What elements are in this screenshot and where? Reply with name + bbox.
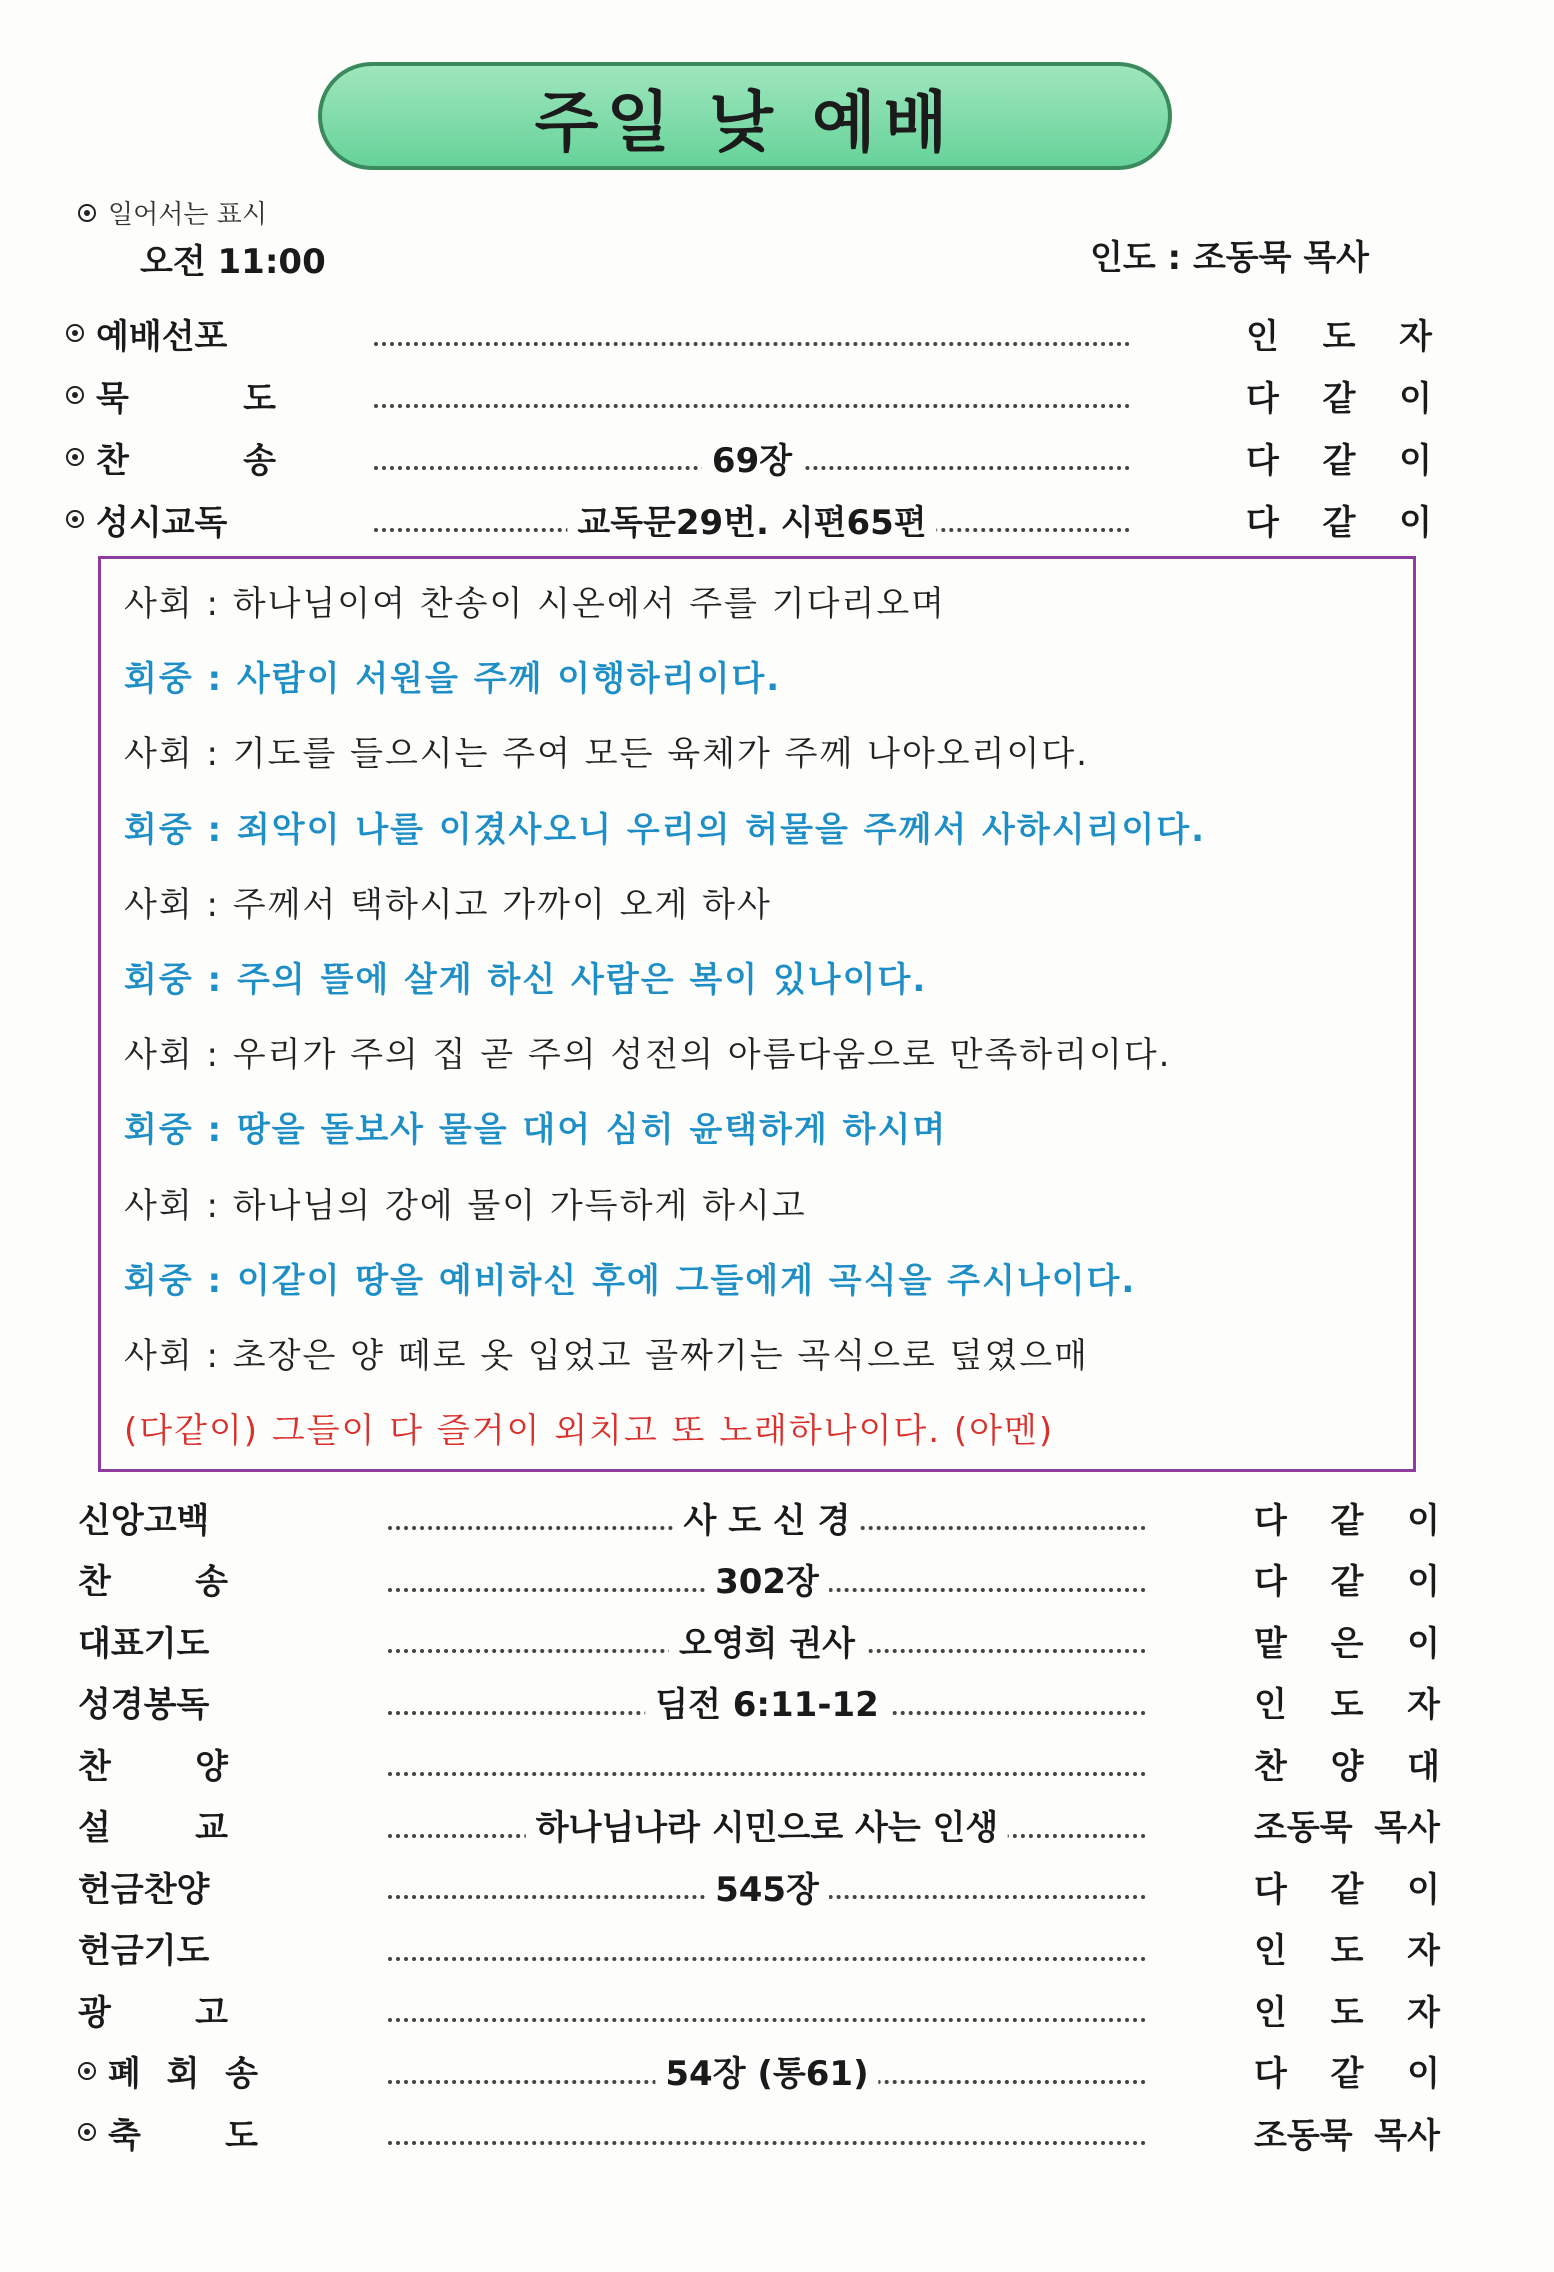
service-item-detail: 오영희 권사 (669, 1615, 865, 1665)
service-item-label-text: 대표기도 (78, 1623, 210, 1664)
service-item (0, 2046, 1554, 2096)
standing-mark-icon (66, 448, 84, 466)
service-item-responsible: 인 도 자 (1254, 1992, 1440, 2033)
reading-line-leader: 사회 : 우리가 주의 집 곧 주의 성전의 아름다움으로 만족하리이다. (124, 1035, 1172, 1076)
service-leader: 인도 : 조동묵 목사 (1090, 238, 1370, 278)
service-item-label (78, 1861, 228, 1911)
service-item-label-text: 성경봉독 (78, 1685, 210, 1725)
dot-leader (388, 1752, 1146, 1776)
service-item-label (78, 1738, 228, 1788)
service-item-label (78, 1800, 228, 1850)
service-item-label (78, 2107, 258, 2157)
service-item-label (78, 1984, 228, 2034)
service-item-responsible: 다 같 이 (1246, 440, 1432, 481)
service-item-label-text: 찬 양 (78, 1746, 228, 1787)
service-item-detail: 545장 (705, 1861, 829, 1911)
service-item-responsible: 다 같 이 (1254, 1869, 1440, 1910)
service-item-label (66, 432, 276, 482)
standing-mark-icon (78, 2062, 96, 2080)
service-item-detail: 딤전 6:11-12 (645, 1677, 889, 1727)
service-time: 오전 11:00 (140, 242, 326, 282)
standing-mark-icon (66, 510, 84, 528)
service-item-label-text: 폐 회 송 (108, 2054, 258, 2094)
standing-mark-icon (66, 324, 84, 342)
service-item-label-text: 찬 송 (96, 440, 276, 481)
service-item-label-text: 광 고 (78, 1992, 228, 2033)
standing-mark-icon (78, 2123, 96, 2141)
dot-leader (374, 322, 1130, 346)
reading-line-leader: 사회 : 하나님이여 찬송이 시온에서 주를 기다리오며 (124, 584, 947, 624)
service-item-label-text: 헌금찬양 (78, 1869, 210, 1910)
service-item (0, 1677, 1554, 1727)
service-item-responsible: 인 도 자 (1254, 1685, 1440, 1725)
service-item-responsible: 맡 은 이 (1254, 1623, 1440, 1664)
reading-line-congregation: 회중 : 이같이 땅을 예비하신 후에 그들에게 곡식을 주시나이다. (124, 1260, 1137, 1301)
dot-leader (388, 1998, 1146, 2022)
service-item-detail: 302장 (705, 1554, 829, 1604)
reading-line-congregation: 회중 : 주의 뜰에 살게 하신 사람은 복이 있나이다. (124, 960, 928, 1000)
standing-mark-icon (78, 204, 96, 222)
service-item-detail: 69장 (702, 432, 802, 482)
dot-leader (388, 2121, 1146, 2145)
service-item-responsible: 다 같 이 (1254, 1500, 1440, 1541)
service-item (0, 1923, 1554, 1973)
dot-leader (388, 1937, 1146, 1961)
service-item-label (78, 1677, 228, 1727)
service-item-responsible: 찬 양 대 (1254, 1746, 1440, 1787)
service-item (0, 370, 1554, 420)
reading-line-congregation: 회중 : 죄악이 나를 이겼사오니 우리의 허물을 주께서 사하시리이다. (124, 809, 1206, 850)
reading-line-leader: 사회 : 하나님의 강에 물이 가득하게 하시고 (124, 1185, 807, 1226)
service-item-label-text: 예배선포 (96, 316, 228, 357)
service-item-label (78, 1492, 228, 1542)
service-item (0, 1984, 1554, 2034)
service-item-label-text: 성시교독 (96, 502, 228, 543)
service-item (0, 1738, 1554, 1788)
service-item-label-text: 축 도 (108, 2115, 258, 2156)
page-title: 주일 낮 예배 (318, 62, 1172, 170)
service-item-label (78, 1615, 228, 1665)
dot-leader (374, 384, 1130, 408)
service-item (0, 1800, 1554, 1850)
reading-line-all: (다같이) 그들이 다 즐거이 외치고 또 노래하나이다. (아멘) (124, 1411, 1055, 1452)
service-item-label (66, 308, 276, 358)
service-item-responsible: 다 같 이 (1246, 378, 1432, 419)
service-item-detail: 사 도 신 경 (674, 1492, 861, 1542)
service-item-responsible: 다 같 이 (1254, 2054, 1440, 2094)
service-item-label-text: 찬 송 (78, 1562, 228, 1602)
service-item-label-text: 설 교 (78, 1808, 228, 1848)
service-item (0, 432, 1554, 482)
service-item-detail: 54장 (통61) (655, 2046, 878, 2096)
service-item-responsible: 조동묵 목사 (1254, 2115, 1440, 2156)
service-item (0, 1554, 1554, 1604)
service-item-label-text: 신앙고백 (78, 1500, 210, 1541)
reading-line-leader: 사회 : 초장은 양 떼로 옷 입었고 골짜기는 곡식으로 덮였으매 (124, 1336, 1089, 1376)
service-item-label (78, 1554, 228, 1604)
service-item-responsible: 인 도 자 (1254, 1931, 1440, 1971)
reading-line-congregation: 회중 : 사람이 서원을 주께 이행하리이다. (124, 659, 782, 700)
service-item-responsible: 다 같 이 (1254, 1562, 1440, 1602)
service-item-label (78, 1923, 228, 1973)
service-item (0, 494, 1554, 544)
reading-line-leader: 사회 : 주께서 택하시고 가까이 오게 하사 (124, 884, 772, 925)
standing-legend (78, 194, 267, 231)
service-item (0, 308, 1554, 358)
service-item (0, 1615, 1554, 1665)
service-item-label-text: 묵 도 (96, 378, 276, 419)
standing-mark-icon (66, 386, 84, 404)
standing-legend-text: 일어서는 표시 (108, 200, 267, 230)
reading-line-congregation: 회중 : 땅을 돌보사 물을 대어 심히 윤택하게 하시며 (124, 1110, 948, 1151)
service-item-label-text: 헌금기도 (78, 1931, 210, 1971)
reading-line-leader: 사회 : 기도를 들으시는 주여 모든 육체가 주께 나아오리이다. (124, 734, 1089, 775)
service-item (0, 1492, 1554, 1542)
service-item-detail: 하나님나라 시민으로 사는 인생 (526, 1800, 1008, 1850)
service-item-responsible: 인 도 자 (1246, 316, 1432, 357)
service-item-detail: 교독문29번. 시편65편 (567, 494, 936, 544)
service-item-responsible: 조동묵 목사 (1254, 1808, 1440, 1848)
service-item-label (78, 2046, 258, 2096)
service-item-responsible: 다 같 이 (1246, 502, 1432, 543)
service-item-label (66, 370, 276, 420)
service-item (0, 1861, 1554, 1911)
service-item (0, 2107, 1554, 2157)
service-item-label (66, 494, 276, 544)
